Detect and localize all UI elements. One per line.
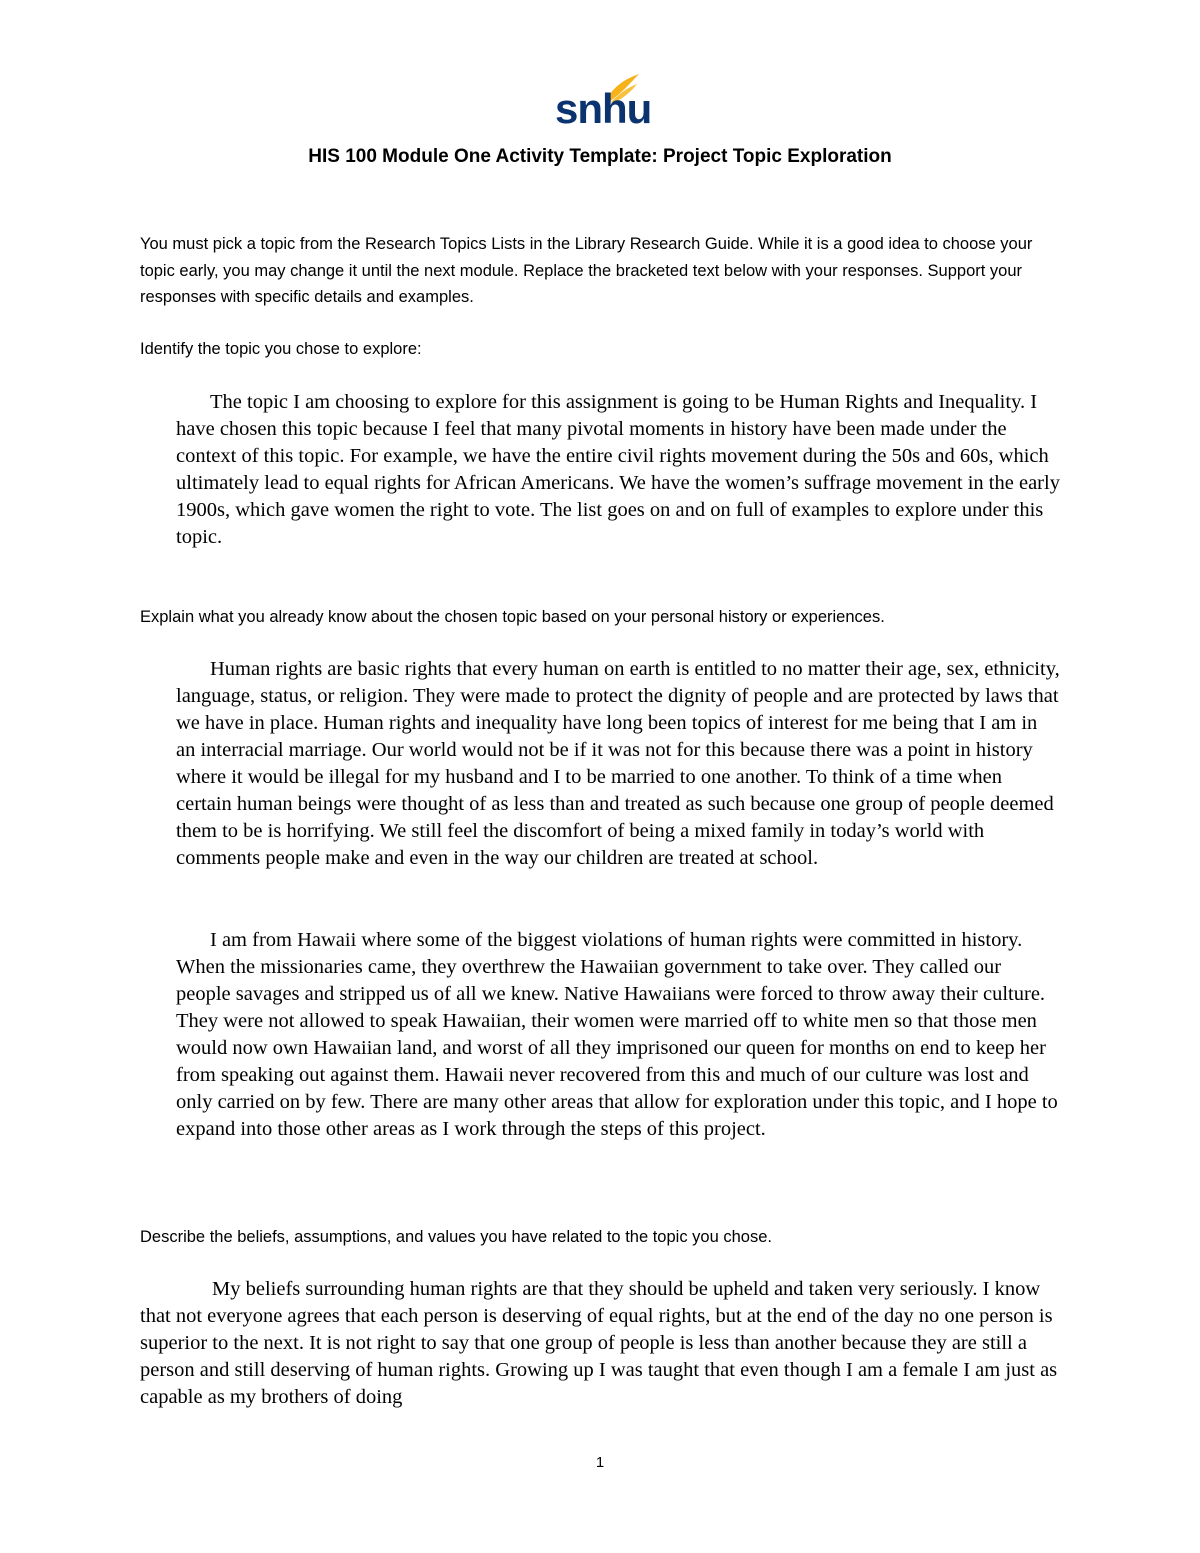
logo-wordmark: snhu — [555, 85, 652, 132]
answer-knowledge-paragraph-2: I am from Hawaii where some of the biggest violations of human rights were committed in history. When the missionaries came, they overthrew the Hawaiian government to take over. They called our people savages and stripped us of all we knew. Native Hawaiians were forced to throw away their culture. They were not allowed to speak Hawaiian, their women were married off to white men so that those men would now own Hawaiian land, and worst of all they imprisoned our queen for months on end to keep her from speaking out against them. Hawaii never recovered from this and much of our culture was lost and only carried on by few. There are many other areas that allow for exploration under this topic, and I hope to expand into those other areas as I work through the steps of this project. — [176, 929, 1058, 1140]
document-title: HIS 100 Module One Activity Template: Project Topic Exploration — [308, 146, 892, 167]
page-number: 1 — [595, 1454, 605, 1471]
prompt-prior-knowledge: Explain what you already know about the chosen topic based on your personal history or experiences. — [140, 608, 885, 626]
answer-topic-paragraph: The topic I am choosing to explore for this assignment is going to be Human Rights and Inequality. I have chosen this topic because I feel that many pivotal moments in history have been made under the context of this topic. For example, we have the entire civil rights movement during the 50s and 60s, which ultimately lead to equal rights for African Americans. We have the women’s suffrage movement in the early 1900s, which gave women the right to vote. The list goes on and on full of examples to explore under this topic. — [176, 391, 1060, 548]
prompt-identify-topic: Identify the topic you chose to explore: — [140, 340, 422, 358]
instructions-text: You must pick a topic from the Research Topics Lists in the Library Research Guide. While it is a good idea to choose your topic early, you may change it until the next module. Replace the bracketed text below with your responses. Support your responses with specific details and examples. — [140, 235, 1033, 306]
prompt-beliefs: Describe the beliefs, assumptions, and values you have related to the topic you chose. — [140, 1228, 772, 1246]
answer-knowledge-paragraph-1: Human rights are basic rights that every human on earth is entitled to no matter their age, sex, ethnicity, language, status, or religion. They were made to protect the dignity of people and are protected by laws that we have in place. Human rights and inequality have long been topics of interest for me being that I am in an interracial marriage. Our world would not be if it was not for this because there was a point in history where it would be illegal for my husband and I to be married to one another. To think of a time when certain human beings were thought of as less than and treated as such because one group of people deemed them to be is horrifying. We still feel the discomfort of being a mixed family in today’s world with comments people make and even in the way our children are treated at school. — [176, 658, 1060, 869]
snhu-logo — [553, 72, 652, 134]
answer-beliefs-paragraph: My beliefs surrounding human rights are that they should be upheld and taken very seriously. I know that not everyone agrees that each person is deserving of equal rights, but at the end of the day no one person is superior to the next. It is not right to say that one group of people is less than another because they are still a person and still deserving of human rights. Growing up I was taught that even though I am a female I am just as capable as my brothers of doing — [140, 1278, 1058, 1408]
